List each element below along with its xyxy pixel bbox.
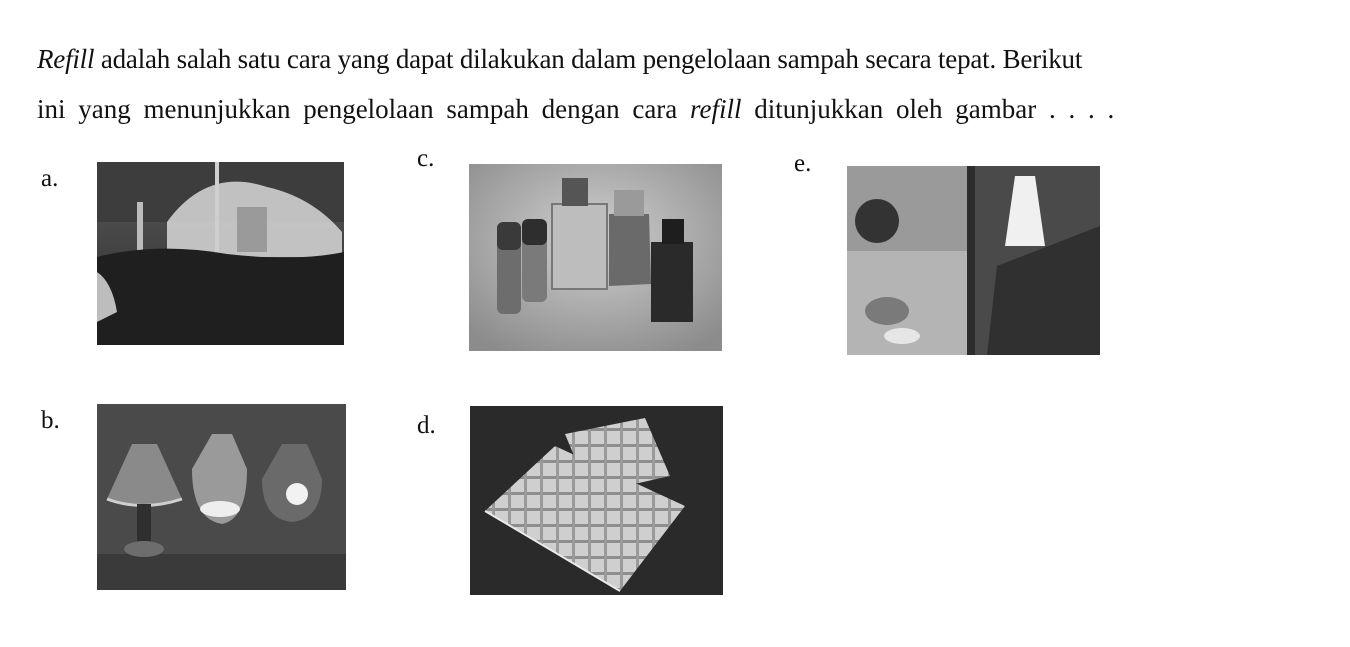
option-a-label[interactable]: a. <box>41 165 59 192</box>
option-b-photo[interactable] <box>97 404 346 590</box>
question-text <box>37 34 1317 134</box>
option-c-label[interactable]: c. <box>417 145 435 172</box>
option-d-label[interactable]: d. <box>417 412 436 439</box>
option-b-label[interactable]: b. <box>41 407 60 434</box>
option-e-photo[interactable] <box>847 166 1100 355</box>
option-e-label[interactable]: e. <box>794 150 812 177</box>
refill-term: refill <box>690 94 742 124</box>
refill-term: Refill <box>37 44 95 74</box>
option-d-photo[interactable] <box>470 406 723 595</box>
option-c-photo[interactable] <box>469 164 722 351</box>
option-a-photo[interactable] <box>97 162 344 345</box>
question-line-1: Refill adalah salah satu cara yang dapat dilakukan dalam pengelolaan sampah secara tepat. Berikut <box>37 44 1083 74</box>
question-line-2: ini yang menunjukkan pengelolaan sampah dengan cara refill ditunjukkan oleh gambar . . . . <box>37 94 1115 124</box>
